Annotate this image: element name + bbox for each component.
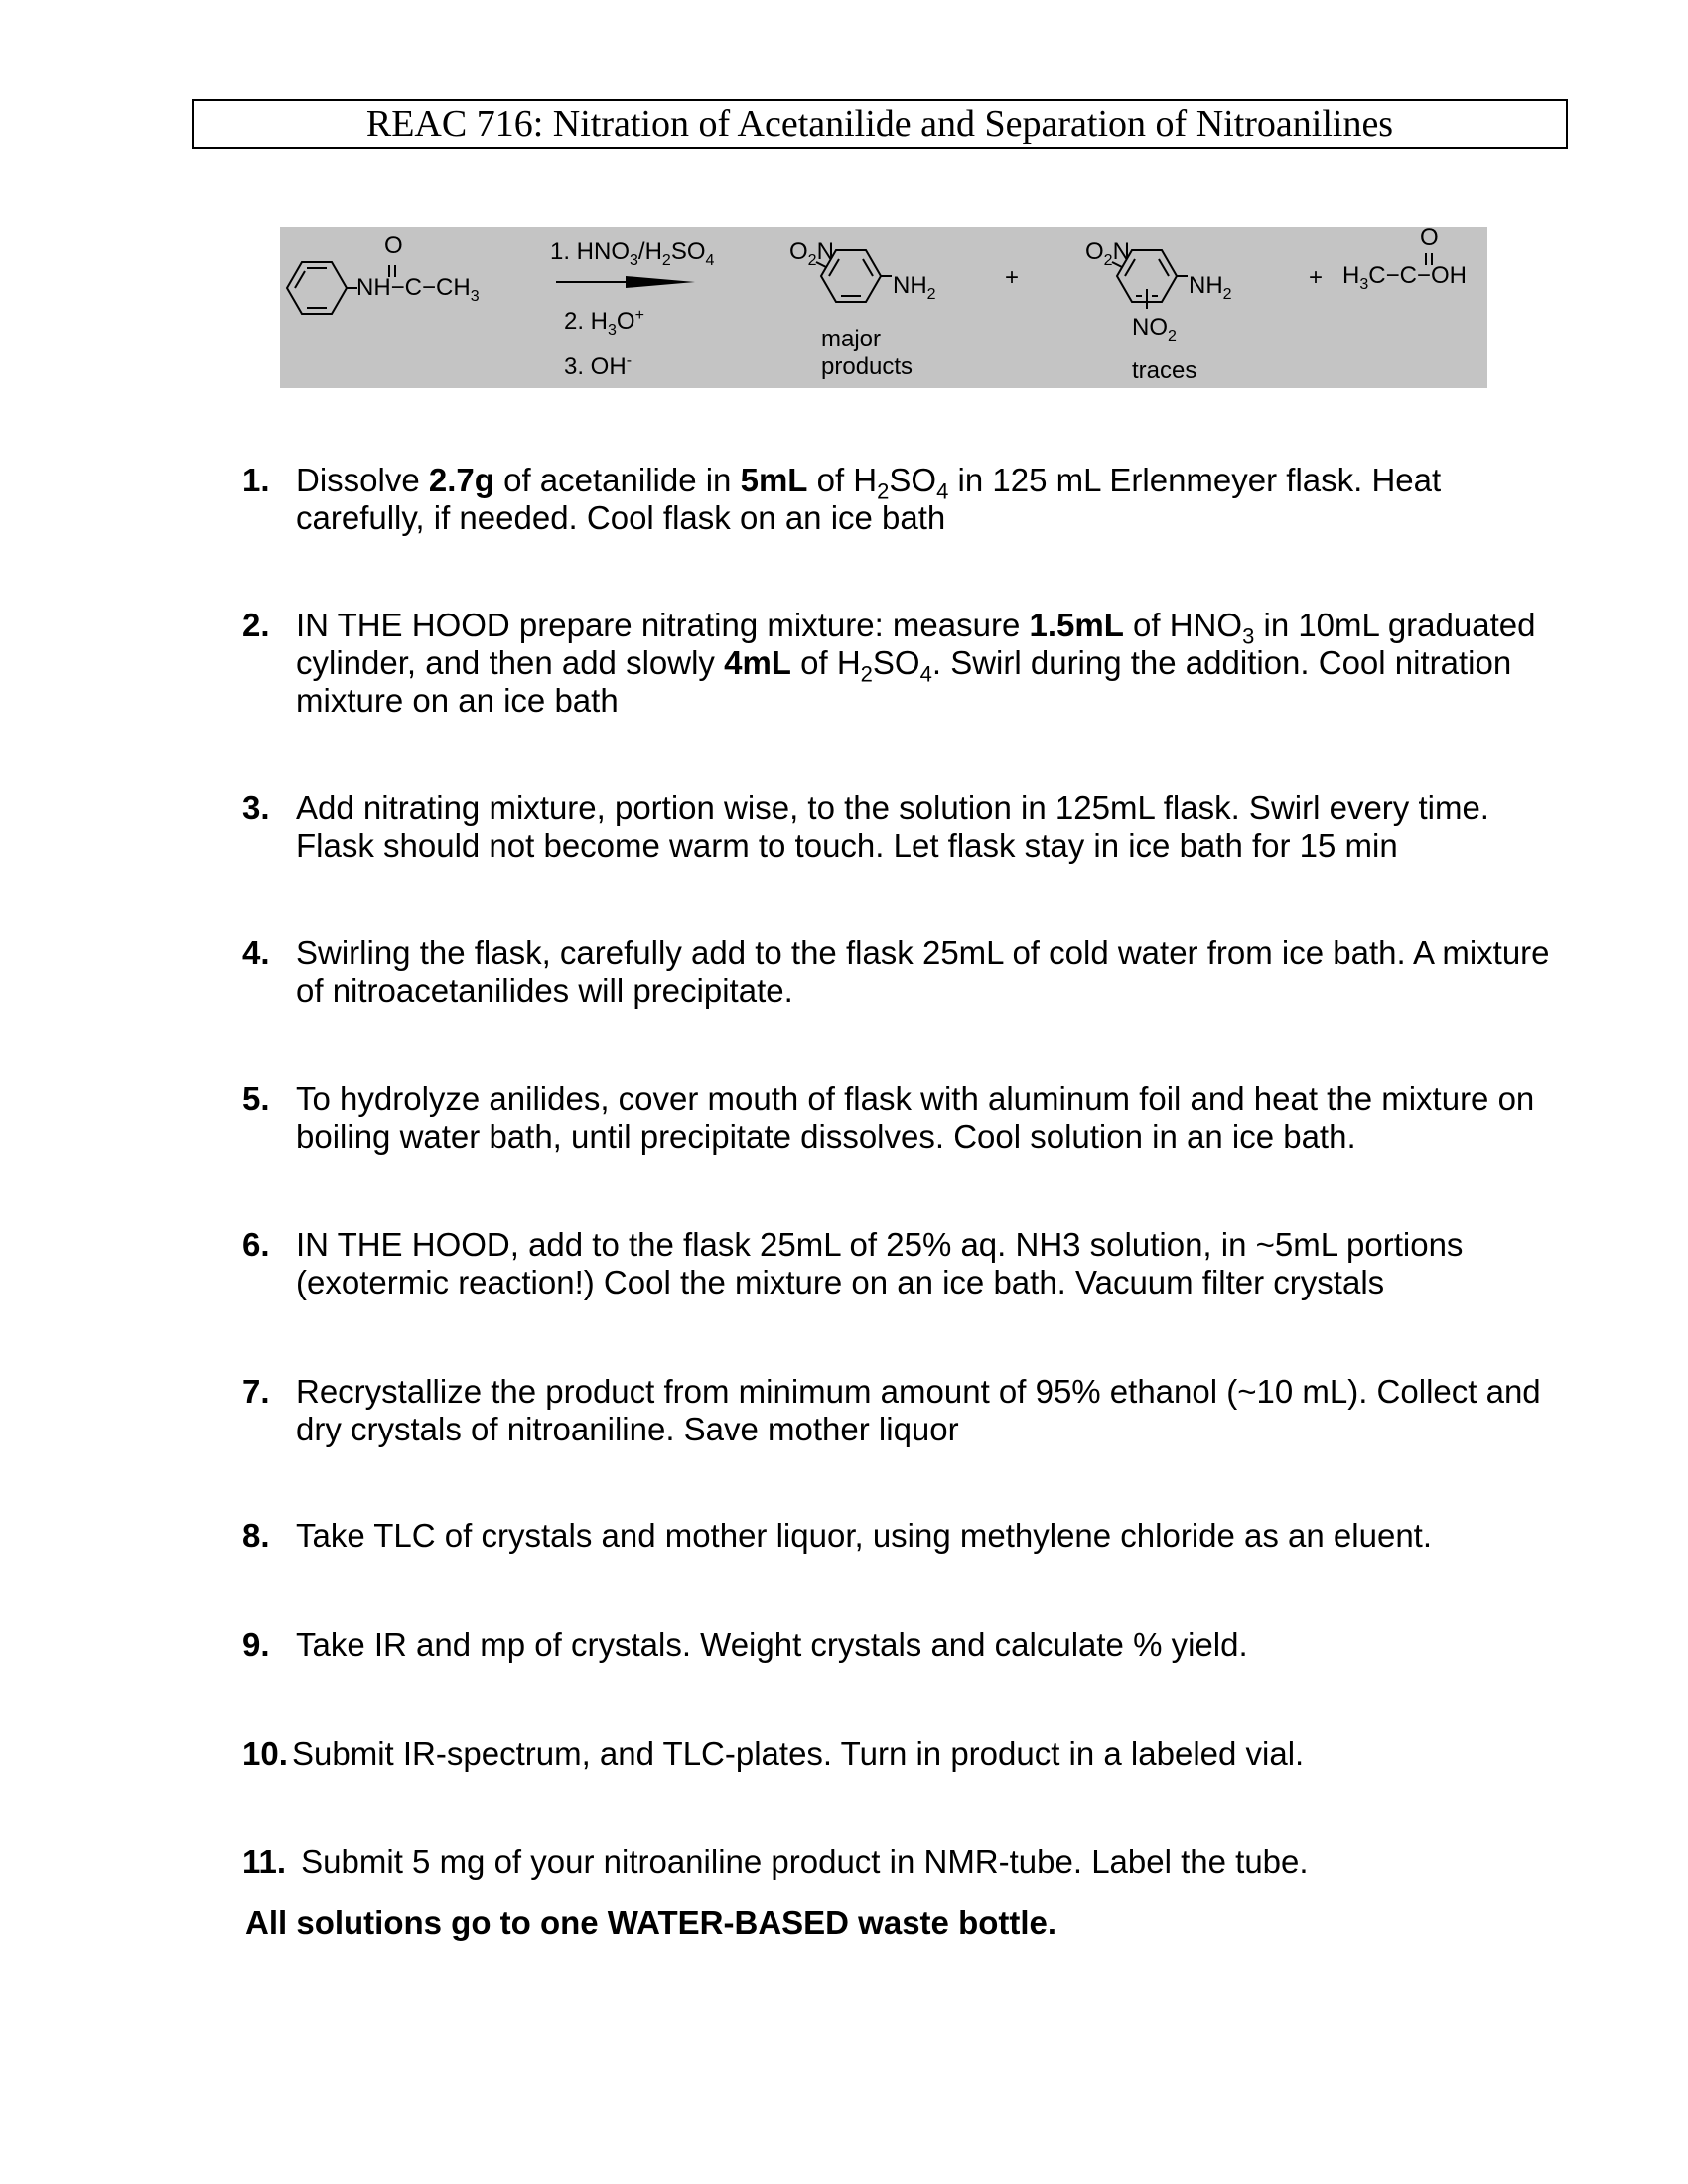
step-line: of nitroacetanilides will precipitate. bbox=[296, 972, 793, 1009]
step-line: Swirling the flask, carefully add to the flask 25mL of cold water from ice bath. A mixture bbox=[296, 934, 1550, 971]
step-number: 8. bbox=[242, 1517, 270, 1554]
step-text bbox=[296, 1080, 1587, 1156]
step-text bbox=[296, 1626, 1587, 1664]
acetic-acid-label: $H_3C-C-OH$ bbox=[1342, 262, 1467, 293]
step-line: boiling water bath, until precipitate dissolves. Cool solution in an ice bath. bbox=[296, 1118, 1356, 1155]
step-line: IN THE HOOD, add to the flask 25mL of 25% aq. NH3 solution, in ~5mL portions bbox=[296, 1226, 1464, 1263]
condition-step-2: 2. $H_3O^+$ bbox=[564, 307, 644, 339]
step-line: IN THE HOOD prepare nitrating mixture: measure 1.5mL of $HNO_3$ in 10mL graduated bbox=[296, 607, 1536, 649]
acetic-acid-carbonyl-oxygen: O bbox=[1420, 224, 1439, 251]
step-text bbox=[296, 462, 1587, 537]
waste-instruction: All solutions go to one WATER-BASED waste bottle. bbox=[245, 1904, 1057, 1941]
step-text bbox=[296, 789, 1587, 865]
step-text bbox=[296, 1517, 1587, 1555]
product2-amine-label: $NH_2$ bbox=[1189, 272, 1232, 303]
product2-nitro-bottom-label: $NO_2$ bbox=[1132, 314, 1177, 344]
step-line: mixture on an ice bath bbox=[296, 682, 619, 719]
step-line: Flask should not become warm to touch. Let flask stay in ice bath for 15 min bbox=[296, 827, 1398, 864]
reaction-scheme bbox=[280, 224, 1487, 388]
reactant-benzene-ring bbox=[287, 262, 357, 314]
step-text bbox=[296, 1373, 1587, 1448]
step-line: carefully, if needed. Cool flask on an ice bath bbox=[296, 499, 946, 536]
step-line: cylinder, and then add slowly 4mL of $H_2SO_4$. Swirl during the addition. Cool nitration bbox=[296, 644, 1512, 687]
product2-caption: traces bbox=[1132, 357, 1197, 384]
step-line: (exotermic reaction!) Cool the mixture on an ice bath. Vacuum filter crystals bbox=[296, 1264, 1385, 1300]
product1-nitro-label: $O_2N$ bbox=[789, 238, 834, 269]
reactant-carbonyl-oxygen: O bbox=[384, 232, 403, 259]
step-line: Take TLC of crystals and mother liquor, using methylene chloride as an eluent. bbox=[296, 1517, 1433, 1554]
step-number: 7. bbox=[242, 1373, 270, 1410]
plus-sign-2: + bbox=[1309, 264, 1324, 291]
product1-caption-line1: major bbox=[821, 326, 882, 352]
step-number: 11. bbox=[242, 1843, 287, 1880]
plus-sign-1: + bbox=[1005, 264, 1020, 291]
condition-step-1: 1. $HNO_3/H_2SO_4$ bbox=[550, 238, 715, 269]
step-number: 9. bbox=[242, 1626, 270, 1663]
step-number: 1. bbox=[242, 462, 270, 498]
step-number: 5. bbox=[242, 1080, 270, 1117]
step-line: Take IR and mp of crystals. Weight crystals and calculate % yield. bbox=[296, 1626, 1248, 1663]
product1-amine-label: $NH_2$ bbox=[893, 272, 936, 303]
step-line: Submit 5 mg of your nitroaniline product in NMR-tube. Label the tube. bbox=[292, 1843, 1309, 1880]
step-text bbox=[296, 607, 1587, 720]
step-line: Recrystallize the product from minimum amount of 95% ethanol (~10 mL). Collect and bbox=[296, 1373, 1541, 1410]
product2-nitro-label: $O_2N$ bbox=[1085, 238, 1130, 269]
step-line: To hydrolyze anilides, cover mouth of flask with aluminum foil and heat the mixture on bbox=[296, 1080, 1535, 1117]
step-line: Dissolve 2.7g of acetanilide in 5mL of $H_2SO_4$ in 125 mL Erlenmeyer flask. Heat bbox=[296, 462, 1442, 504]
page-title-text: REAC 716: Nitration of Acetanilide and Separation of Nitroanilines bbox=[365, 103, 1394, 145]
step-text bbox=[296, 934, 1587, 1010]
step-number: 6. bbox=[242, 1226, 270, 1263]
step-line: Submit IR-spectrum, and TLC-plates. Turn in product in a labeled vial. bbox=[292, 1735, 1305, 1772]
step-line: dry crystals of nitroaniline. Save mother liquor bbox=[296, 1411, 959, 1447]
step-number: 3. bbox=[242, 789, 270, 826]
condition-step-3: 3. OH- bbox=[564, 352, 633, 380]
reactant-group-label: $NH-C-CH_3$ bbox=[356, 274, 480, 305]
step-number: 4. bbox=[242, 934, 270, 971]
page-title bbox=[192, 99, 1568, 149]
step-number: 2. bbox=[242, 607, 270, 643]
step-text bbox=[292, 1843, 1583, 1881]
step-number: 10. bbox=[242, 1735, 288, 1772]
reaction-arrow bbox=[556, 276, 695, 288]
step-text bbox=[296, 1226, 1587, 1301]
step-text bbox=[292, 1735, 1583, 1773]
product1-caption-line2: products bbox=[821, 353, 914, 380]
step-line: Add nitrating mixture, portion wise, to the solution in 125mL flask. Swirl every time. bbox=[296, 789, 1489, 826]
